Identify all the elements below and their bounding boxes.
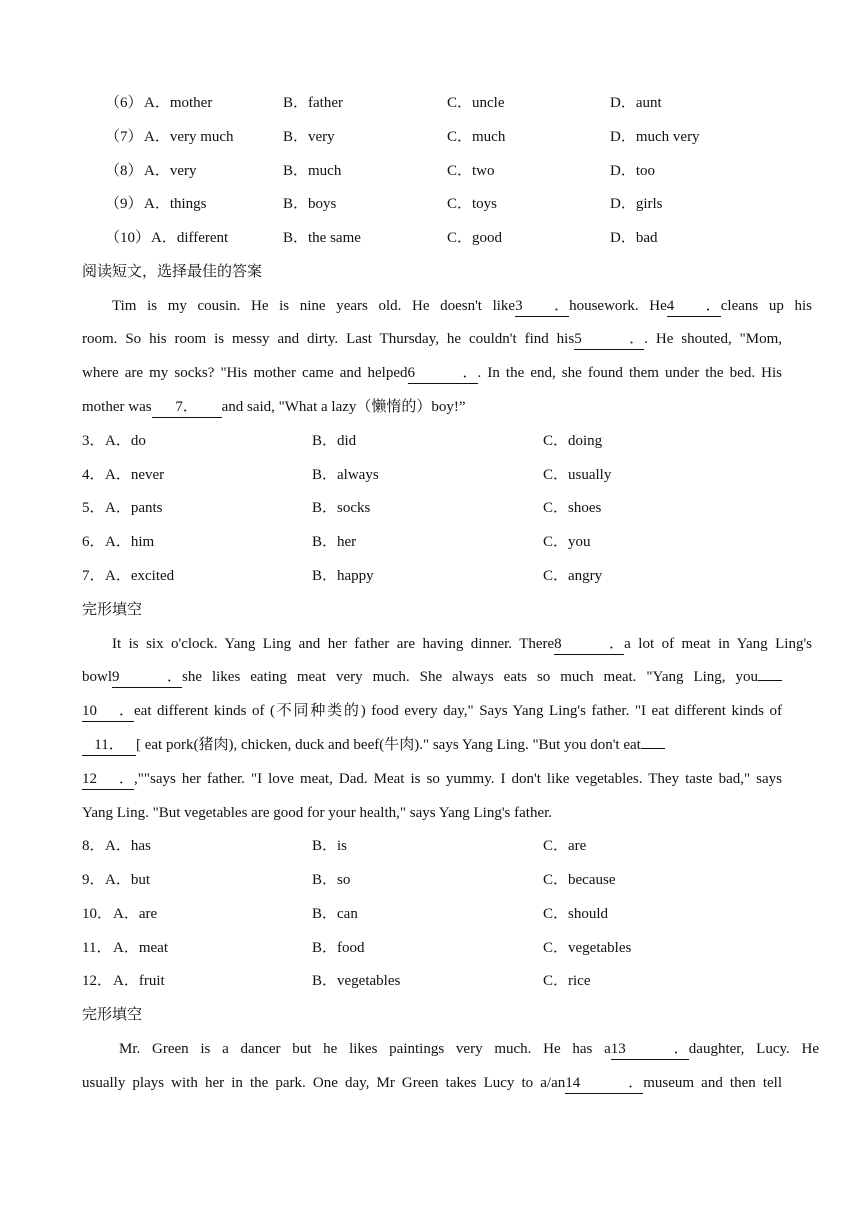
passage-text: where are my socks? "His mother came and helped: [82, 365, 408, 381]
question-number: 6．: [82, 534, 105, 550]
passage-text: cleans up his: [720, 298, 812, 314]
passage-text: Mr. Green is a dancer but he likes paintings very much. He has a: [119, 1041, 611, 1057]
question-number: 11．: [82, 940, 112, 956]
option-d[interactable]: D．aunt: [610, 95, 662, 111]
answer-blank-start: [758, 680, 782, 681]
section-heading: 完形填空: [82, 602, 143, 618]
option-d[interactable]: D．too: [610, 163, 656, 179]
option-row: [0, 869, 860, 891]
question-number: 4．: [82, 467, 105, 483]
option-b[interactable]: B．much: [283, 163, 342, 179]
answer-blank[interactable]: 5．: [574, 330, 644, 350]
option-b[interactable]: B．socks: [312, 500, 371, 516]
answer-blank[interactable]: 10．: [82, 702, 134, 722]
passage-text: It is six o'clock. Yang Ling and her father are having dinner. There: [112, 636, 555, 652]
passage-text: housework. He: [569, 298, 667, 314]
question-number: 12．: [82, 973, 113, 989]
option-a[interactable]: A．excited: [105, 568, 175, 584]
passage-text: mother was: [82, 399, 152, 415]
option-c[interactable]: C．should: [543, 906, 609, 922]
option-c[interactable]: C．toys: [447, 196, 498, 212]
option-row: [0, 193, 860, 215]
question-number: （10）: [105, 230, 151, 246]
option-c[interactable]: C．are: [543, 838, 587, 854]
passage-text: a lot of meat in Yang Ling's: [624, 636, 812, 652]
option-row: [0, 92, 860, 114]
question-number: 9．: [82, 872, 105, 888]
option-c[interactable]: C．much: [447, 129, 506, 145]
option-row: [0, 497, 860, 519]
passage-text: usually plays with her in the park. One day, Mr Green takes Lucy to a/an: [82, 1075, 566, 1091]
option-c[interactable]: C．rice: [543, 973, 591, 989]
answer-blank[interactable]: 7．: [152, 398, 222, 418]
option-row: [0, 227, 860, 249]
option-a[interactable]: A．him: [105, 534, 155, 550]
option-b[interactable]: B．father: [283, 95, 343, 111]
question-number: 3．: [82, 433, 105, 449]
option-c[interactable]: C．doing: [543, 433, 603, 449]
passage-text: daughter, Lucy. He: [688, 1041, 819, 1057]
option-a[interactable]: A．pants: [105, 500, 163, 516]
answer-blank[interactable]: 11．: [82, 736, 136, 756]
option-c[interactable]: C．usually: [543, 467, 612, 483]
answer-blank[interactable]: 8．: [554, 635, 624, 655]
passage-line: [82, 362, 782, 384]
option-a[interactable]: A．meat: [113, 940, 168, 956]
option-c[interactable]: C．uncle: [447, 95, 505, 111]
option-b[interactable]: B．the same: [283, 230, 361, 246]
passage-text: [ eat pork(猪肉), chicken, duck and beef(牛肉)." says Yang Ling. "But you don't eat: [136, 737, 641, 753]
option-c[interactable]: C．vegetables: [543, 940, 632, 956]
passage-line: [82, 396, 782, 418]
option-b[interactable]: B．very: [283, 129, 335, 145]
option-b[interactable]: B．can: [312, 906, 358, 922]
option-b[interactable]: B．boys: [283, 196, 337, 212]
option-b[interactable]: B．food: [312, 940, 365, 956]
passage-line: [82, 734, 782, 756]
option-a[interactable]: A．very: [144, 163, 197, 179]
question-number: （6）: [105, 95, 143, 111]
answer-blank[interactable]: 9．: [112, 668, 182, 688]
passage-text: museum and then tell: [643, 1075, 782, 1091]
passage-text: she likes eating meat very much. She always eats so much meat. "Yang Ling, you: [182, 669, 758, 685]
passage-line: [82, 295, 812, 317]
option-a[interactable]: A．do: [105, 433, 146, 449]
passage-line: [82, 666, 782, 688]
answer-blank[interactable]: 4．: [667, 297, 721, 317]
passage-text: and said, "What a lazy（懒惰的）boy!”: [221, 399, 466, 415]
answer-blank[interactable]: 12．: [82, 770, 134, 790]
option-a[interactable]: A．things: [144, 196, 207, 212]
option-c[interactable]: C．shoes: [543, 500, 602, 516]
option-a[interactable]: A．are: [113, 906, 158, 922]
option-c[interactable]: C．you: [543, 534, 591, 550]
passage-text: ,""says her father. "I love meat, Dad. Meat is so yummy. I don't like vegetables. They taste bad," says: [134, 771, 782, 787]
option-a[interactable]: A．has: [105, 838, 151, 854]
option-c[interactable]: C．angry: [543, 568, 603, 584]
answer-blank[interactable]: 6．: [408, 364, 478, 384]
section-heading: 完形填空: [82, 1007, 143, 1023]
option-b[interactable]: B．is: [312, 838, 348, 854]
option-a[interactable]: A．different: [151, 230, 229, 246]
passage-text: Tim is my cousin. He is nine years old. He doesn't like: [112, 298, 516, 314]
question-number: 7．: [82, 568, 105, 584]
option-a[interactable]: A．mother: [144, 95, 213, 111]
answer-blank-start: [641, 748, 665, 749]
option-b[interactable]: B．vegetables: [312, 973, 401, 989]
option-c[interactable]: C．two: [447, 163, 495, 179]
question-number: 8．: [82, 838, 105, 854]
option-a[interactable]: A．never: [105, 467, 165, 483]
answer-blank[interactable]: 14．: [565, 1074, 643, 1094]
passage-line: [82, 768, 782, 790]
option-row: [0, 835, 860, 857]
option-row: [0, 970, 860, 992]
passage-line: [82, 633, 812, 655]
option-c[interactable]: C．good: [447, 230, 503, 246]
option-row: [0, 531, 860, 553]
option-row: [0, 937, 860, 959]
option-row: [0, 903, 860, 925]
question-number: 10．: [82, 906, 113, 922]
option-d[interactable]: D．much very: [610, 129, 700, 145]
option-c[interactable]: C．because: [543, 872, 616, 888]
option-d[interactable]: D．bad: [610, 230, 658, 246]
option-b[interactable]: B．always: [312, 467, 379, 483]
passage-text: bowl: [82, 669, 112, 685]
passage-text: eat different kinds of (不同种类的) food every day," Says Yang Ling's father. "I eat different kinds of: [134, 703, 782, 719]
option-row: [0, 126, 860, 148]
passage-line: [82, 1038, 819, 1060]
passage-text: . He shouted, "Mom,: [644, 331, 783, 347]
question-number: 5．: [82, 500, 105, 516]
option-row: [0, 565, 860, 587]
option-a[interactable]: A．but: [105, 872, 151, 888]
section-heading: 阅读短文，选择最佳的答案: [82, 264, 263, 280]
option-b[interactable]: B．happy: [312, 568, 374, 584]
option-row: [0, 160, 860, 182]
option-row: [0, 430, 860, 452]
question-number: （8）: [105, 163, 143, 179]
option-b[interactable]: B．her: [312, 534, 357, 550]
passage-line: [82, 802, 782, 824]
option-a[interactable]: A．fruit: [113, 973, 165, 989]
passage-line: [82, 700, 782, 722]
answer-blank[interactable]: 13．: [611, 1040, 689, 1060]
passage-line: [82, 1072, 782, 1094]
question-number: （9）: [105, 196, 143, 212]
passage-text: room. So his room is messy and dirty. Last Thursday, he couldn't find his: [82, 331, 575, 347]
option-b[interactable]: B．did: [312, 433, 357, 449]
option-d[interactable]: D．girls: [610, 196, 663, 212]
passage-line: [82, 328, 782, 350]
passage-text: . In the end, she found them under the bed. His: [477, 365, 783, 381]
option-a[interactable]: A．very much: [144, 129, 234, 145]
option-row: [0, 464, 860, 486]
question-number: （7）: [105, 129, 143, 145]
option-b[interactable]: B．so: [312, 872, 351, 888]
passage-text: Yang Ling. "But vegetables are good for your health," says Yang Ling's father.: [82, 805, 553, 821]
answer-blank[interactable]: 3．: [515, 297, 569, 317]
